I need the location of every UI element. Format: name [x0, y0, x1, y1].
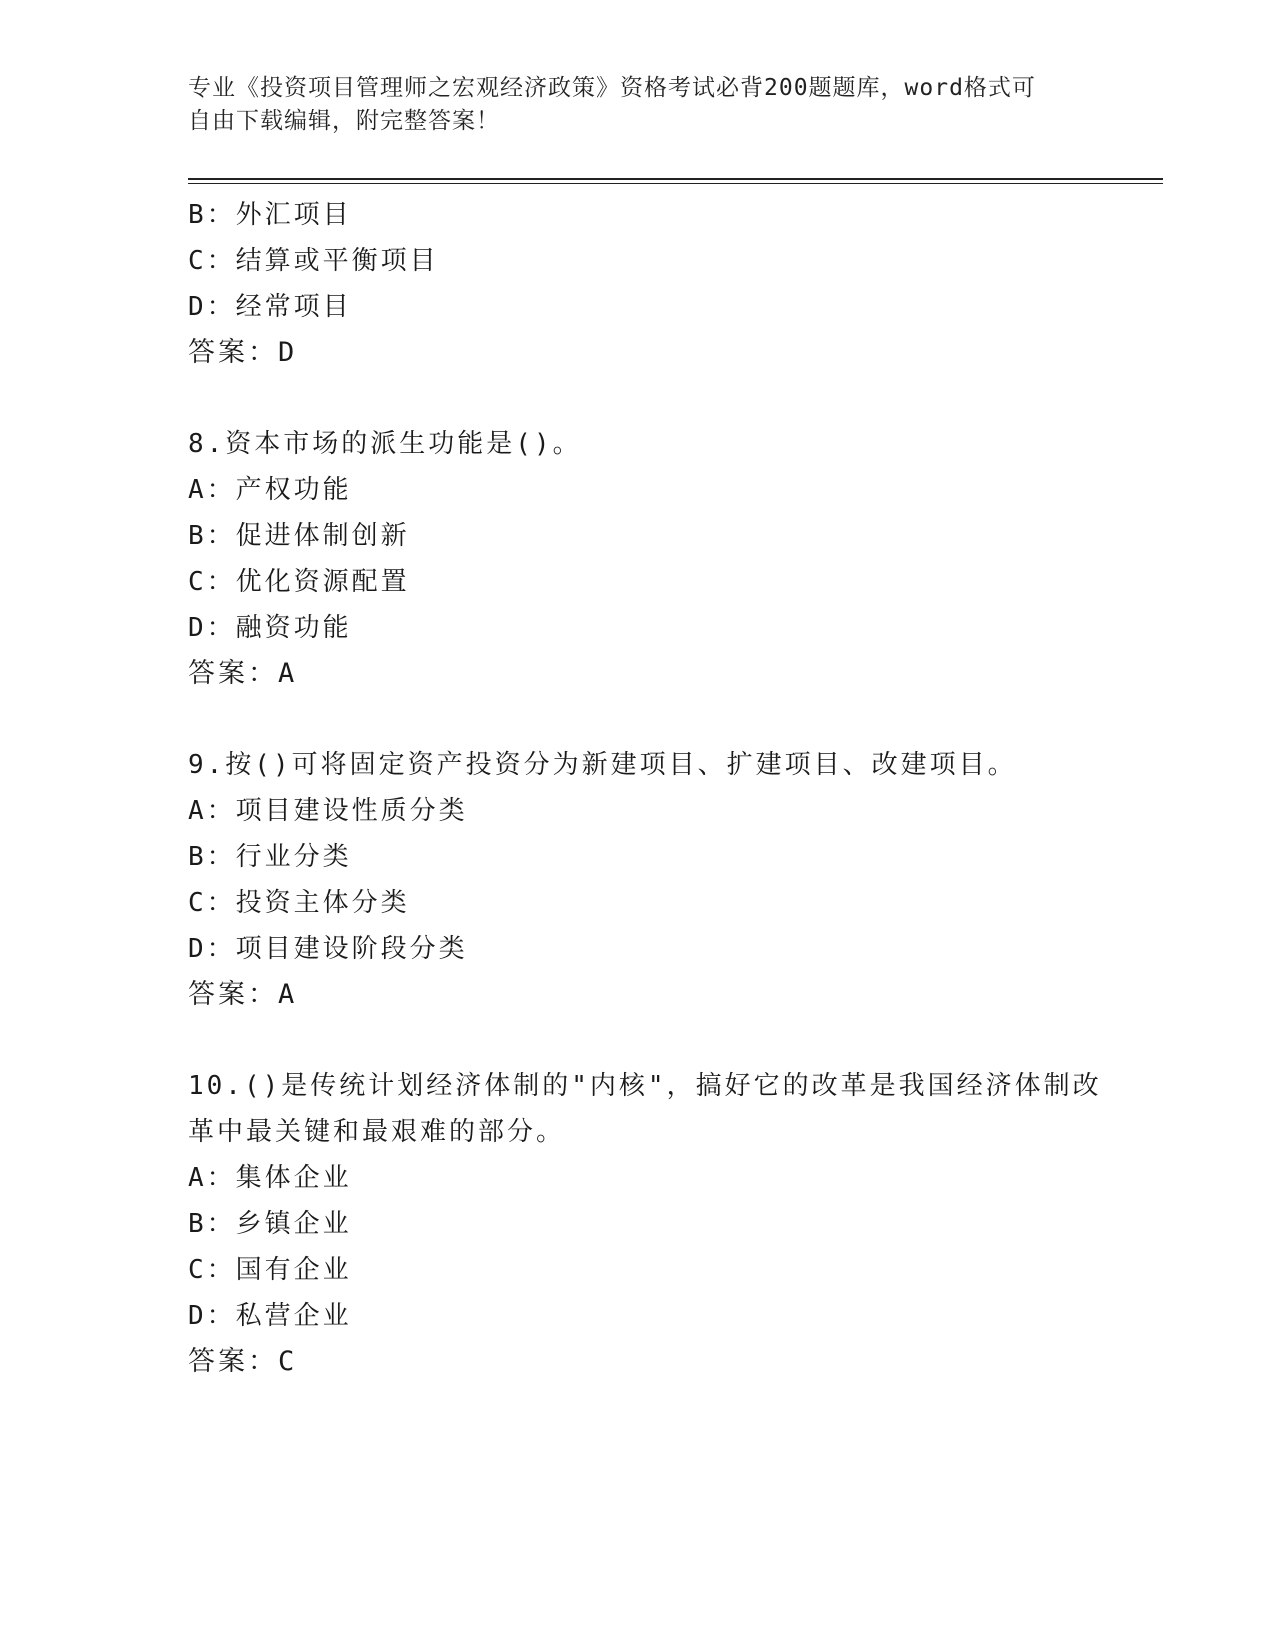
header-divider-thin [188, 183, 1163, 184]
question-stem: 9.按()可将固定资产投资分为新建项目、扩建项目、改建项目。 [188, 750, 1017, 780]
option-a: A：项目建设性质分类 [188, 796, 468, 826]
option-c: C：投资主体分类 [188, 888, 410, 918]
question-block-8 [188, 421, 1088, 697]
option-a: A：产权功能 [188, 475, 352, 505]
option-d: D：经常项目 [188, 292, 352, 322]
option-b: B：乡镇企业 [188, 1209, 352, 1239]
option-c: C：优化资源配置 [188, 567, 410, 597]
spacer [188, 1018, 1088, 1063]
answer-line: 答案：C [188, 1346, 298, 1377]
page-header [188, 72, 1088, 138]
question-stem: 8.资本市场的派生功能是()。 [188, 429, 582, 459]
answer-line: 答案：A [188, 979, 298, 1010]
option-d: D：项目建设阶段分类 [188, 934, 468, 964]
question-stem-line-1: 10.()是传统计划经济体制的"内核"，搞好它的改革是我国经济体制改 [188, 1071, 1102, 1101]
header-line-2: 自由下载编辑，附完整答案！ [188, 108, 500, 134]
option-a: A：集体企业 [188, 1163, 352, 1193]
question-block-10 [188, 1063, 1102, 1385]
spacer [188, 376, 1088, 421]
option-b: B：促进体制创新 [188, 521, 410, 551]
option-d: D：融资功能 [188, 613, 352, 643]
question-block-continued [188, 192, 1088, 376]
header-divider-thick [188, 178, 1163, 180]
header-line-1: 专业《投资项目管理师之宏观经济政策》资格考试必背200题题库，word格式可 [188, 75, 1036, 101]
option-b: B：外汇项目 [188, 200, 352, 230]
option-c: C：国有企业 [188, 1255, 352, 1285]
question-stem-line-2: 革中最关键和最艰难的部分。 [188, 1117, 566, 1147]
option-c: C：结算或平衡项目 [188, 246, 439, 276]
answer-line: 答案：D [188, 337, 298, 368]
option-d: D：私营企业 [188, 1301, 352, 1331]
answer-line: 答案：A [188, 658, 298, 689]
question-block-9 [188, 742, 1088, 1018]
option-b: B：行业分类 [188, 842, 352, 872]
spacer [188, 697, 1088, 742]
question-content [188, 192, 1102, 1385]
